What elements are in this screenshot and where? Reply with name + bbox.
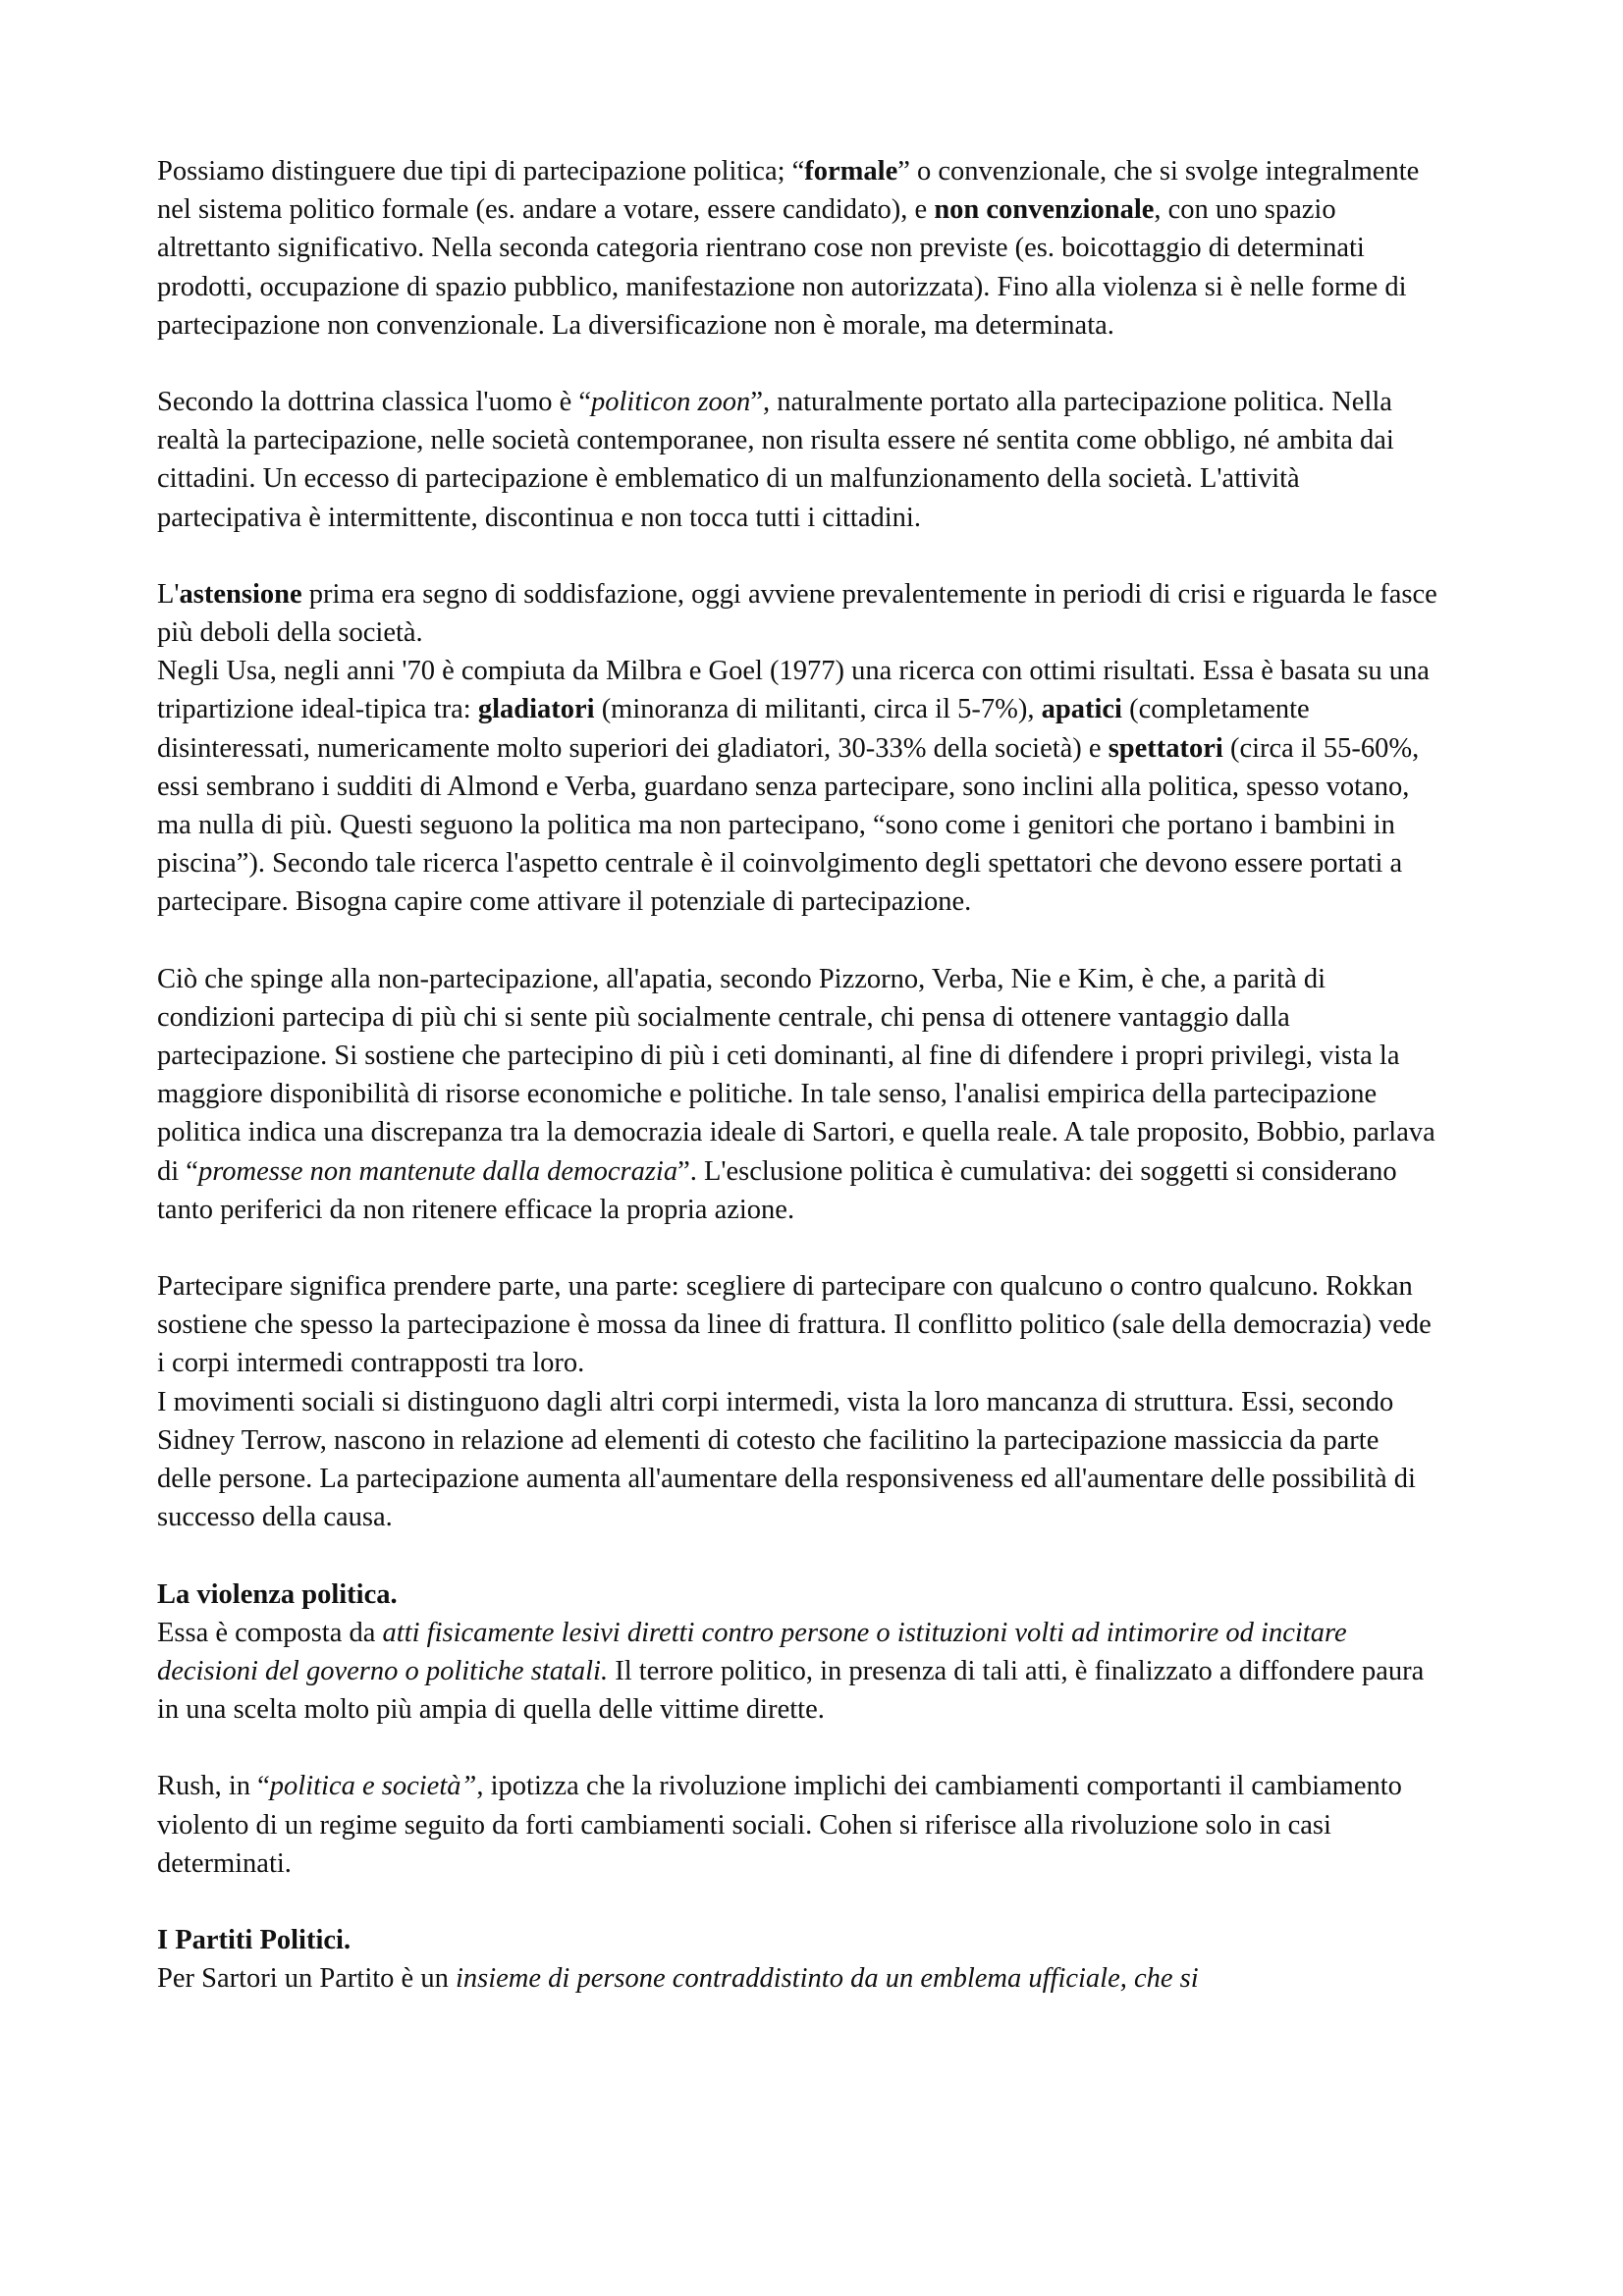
paragraph-movimenti-sociali: I movimenti sociali si distinguono dagli altri corpi intermedi, vista la loro mancanza di struttura. Essi, secondo Sidney Terrow, nascono in relazione ad elementi di cotesto che facilitino la partecipazione massiccia da parte delle persone. La partecipazione aumenta all'aumentare della responsiveness ed all'aumentare delle possibilità di successo della causa. (157, 1386, 1416, 1533)
paragraph-violenza-politica: Essa è composta da atti fisicamente lesivi diretti contro persone o istituzioni volti ad intimorire od incitare decisioni del governo o politiche statali. Il terrore politico, in presenza di tali atti, è finalizzato a diffondere paura in una scelta molto più ampia di quella delle vittime dirette. (157, 1617, 1425, 1726)
paragraph-sartori-partito: Per Sartori un Partito è un insieme di persone contraddistinto da un emblema ufficiale, che si (157, 1963, 1199, 1995)
paragraph-partecipazione-formale: Possiamo distinguere due tipi di partecipazione politica; “formale” o convenzionale, che si svolge integralmente nel sistema politico formale (es. andare a votare, essere candidato), e non convenzionale, con uno spazio altrettanto significativo. Nella seconda categoria rientrano cose non previste (es. boicottaggio di determinati prodotti, occupazione di spazio pubblico, manifestazione non autorizzata). Fino alla violenza si è nelle forme di partecipazione non convenzionale. La diversificazione non è morale, ma determinata. (157, 156, 1420, 341)
paragraph-politicon-zoon: Secondo la dottrina classica l'uomo è “politicon zoon”, naturalmente portato alla partecipazione politica. Nella realtà la partecipazione, nelle società contemporanee, non risulta essere né sentita come obbligo, né ambita dai cittadini. Un eccesso di partecipazione è emblematico di un malfunzionamento della società. L'attività partecipativa è intermittente, discontinua e non tocca tutti i cittadini. (157, 387, 1394, 533)
paragraph-milbra-goel: Negli Usa, negli anni '70 è compiuta da Milbra e Goel (1977) una ricerca con ottimi risultati. Essa è basata su una tripartizione ideal-tipica tra: gladiatori (minoranza di militanti, circa il 5-7%), apatici (completamente disinteressati, numericamente molto superiori dei gladiatori, 30-33% della società) e spettatori (circa il 55-60%, essi sembrano i sudditi di Almond e Verba, guardano senza partecipare, sono inclini alla politica, spesso votano, ma nulla di più. Questi seguono la politica ma non partecipano, “sono come i genitori che portano i bambini in piscina”). Secondo tale ricerca l'aspetto centrale è il coinvolgimento degli spettatori che devono essere portati a partecipare. Bisogna capire come attivare il potenziale di partecipazione. (157, 656, 1430, 918)
paragraph-non-partecipazione: Ciò che spinge alla non-partecipazione, all'apatia, secondo Pizzorno, Verba, Nie e Kim, è che, a parità di condizioni partecipa di più chi si sente più socialmente centrale, chi pensa di ottenere vantaggio dalla partecipazione. Si sostiene che partecipino di più i ceti dominanti, al fine di difendere i propri privilegi, vista la maggiore disponibilità di risorse economiche e politiche. In tale senso, l'analisi empirica della partecipazione politica indica una discrepanza tra la democrazia ideale di Sartori, e quella reale. A tale proposito, Bobbio, parlava di “promesse non mantenute dalla democrazia”. L'esclusione politica è cumulativa: dei soggetti si considerano tanto periferici da non ritenere efficace la propria azione. (157, 963, 1435, 1225)
paragraph-rush: Rush, in “politica e società”, ipotizza che la rivoluzione implichi dei cambiamenti comportanti il cambiamento violento di un regime seguito da forti cambiamenti sociali. Cohen si riferisce alla rivoluzione solo in casi determinati. (157, 1771, 1402, 1879)
paragraph-partecipare: Partecipare significa prendere parte, una parte: scegliere di partecipare con qualcuno o contro qualcuno. Rokkan sostiene che spesso la partecipazione è mossa da linee di frattura. Il conflitto politico (sale della democrazia) vede i corpi intermedi contrapposti tra loro. (157, 1271, 1432, 1379)
heading-violenza-politica: La violenza politica. (157, 1578, 398, 1610)
document-page (157, 152, 1438, 1998)
paragraph-astensione: L'astensione prima era segno di soddisfazione, oggi avviene prevalentemente in periodi di crisi e riguarda le fasce più deboli della società. (157, 578, 1437, 649)
heading-partiti-politici: I Partiti Politici. (157, 1924, 352, 1955)
